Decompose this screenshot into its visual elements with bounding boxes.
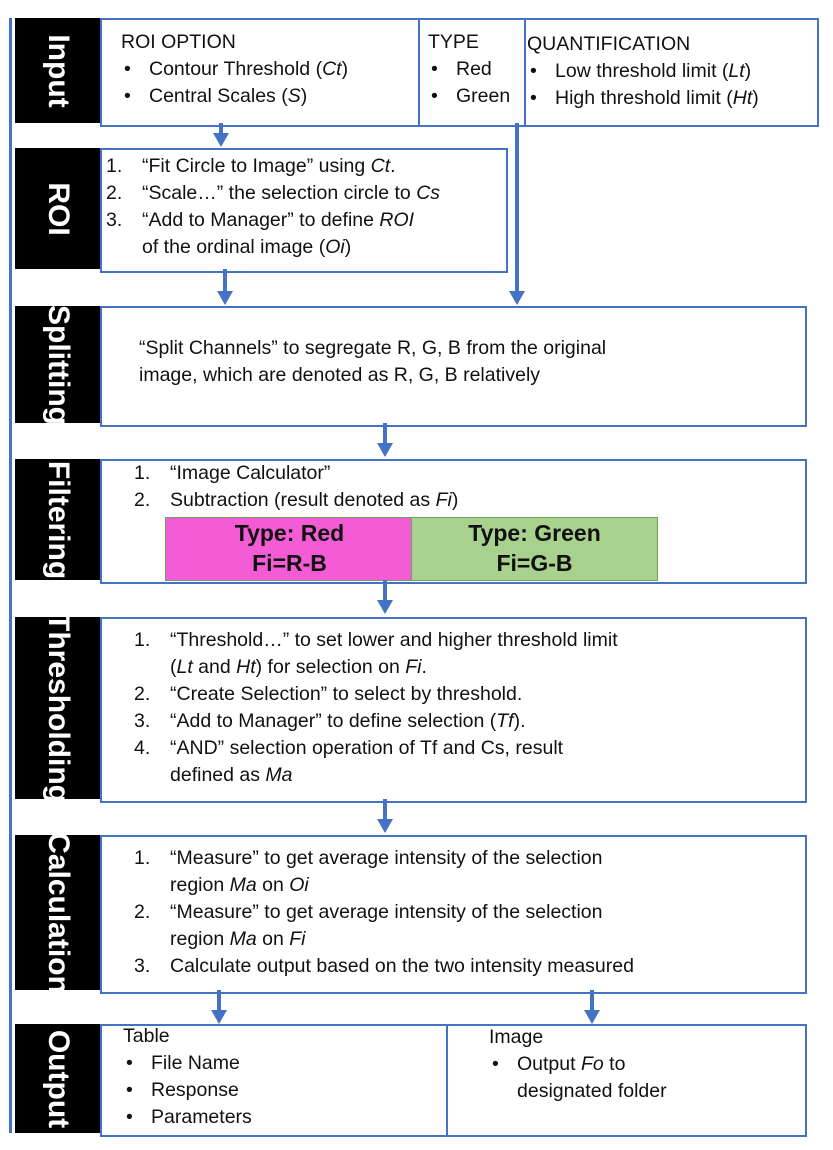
step-text-end: )	[344, 236, 352, 258]
arrow-input-roi-head	[213, 133, 229, 147]
list-item	[489, 1051, 667, 1105]
calculation-label	[15, 831, 101, 994]
filter-green-formula: Fi=G-B	[496, 550, 573, 576]
output-image-heading: Image	[489, 1026, 544, 1048]
thresholding-label-text: Thresholding	[42, 613, 75, 803]
list-item	[134, 487, 458, 514]
arrow-calculation-image-line	[590, 990, 594, 1012]
output-table-list	[123, 1050, 252, 1131]
item-text-line2: designated folder	[517, 1080, 667, 1102]
list-item	[134, 627, 618, 654]
splitting-text	[139, 335, 606, 389]
list-item-continuation	[106, 234, 440, 261]
step-text: “Scale…” the selection circle to	[142, 182, 417, 204]
arrow-splitting-filtering-head	[377, 443, 393, 457]
item-end: )	[341, 58, 349, 80]
step-number: 1.	[134, 462, 151, 484]
step-text: Subtraction (result denoted as	[170, 489, 436, 511]
step-var: Fi	[405, 656, 422, 678]
step-text: ) for selection on	[255, 656, 406, 678]
list-item	[106, 153, 440, 180]
step-var: Ct	[370, 155, 391, 177]
step-text: “Add to Manager” to define	[142, 209, 380, 231]
item-text: Contour Threshold (	[149, 58, 323, 80]
item-end: )	[744, 60, 752, 82]
step-text: region	[170, 928, 230, 950]
arrow-calculation-image-head	[584, 1010, 600, 1024]
list-item-continuation	[134, 926, 634, 953]
step-text: “Measure” to get average intensity of the selection	[170, 901, 603, 923]
item-end: )	[300, 85, 308, 107]
step-number: 4.	[134, 737, 151, 759]
arrow-thresholding-calculation-head	[377, 819, 393, 833]
list-item: • File Name	[123, 1050, 252, 1077]
step-var: Ma	[229, 874, 257, 896]
filter-red-title: Type: Red	[234, 520, 345, 546]
roi-steps	[106, 153, 440, 261]
list-item: • Green	[428, 83, 510, 110]
output-table-block	[123, 1023, 252, 1131]
type-block	[428, 29, 510, 110]
step-var: Tf	[496, 710, 514, 732]
step-var: Ht	[236, 656, 256, 678]
step-number: 3.	[134, 710, 151, 732]
arrow-splitting-filtering-line	[383, 423, 387, 445]
arrow-thresholding-calculation-line	[383, 799, 387, 821]
step-text-end: )	[451, 489, 459, 511]
arrow-roi-splitting-line	[223, 269, 227, 293]
item-text: High threshold limit (	[555, 87, 733, 109]
step-var: Cs	[416, 182, 441, 204]
quantification-heading: QUANTIFICATION	[527, 33, 691, 55]
thresholding-step-list	[134, 627, 618, 789]
step-number: 3.	[106, 209, 123, 231]
list-item	[134, 845, 634, 872]
calculation-label-text: Calculation	[42, 831, 75, 994]
step-var: Oi	[289, 874, 309, 896]
step-text: “AND” selection operation of Tf and Cs, result	[170, 737, 564, 759]
step-text-end: ).	[513, 710, 526, 732]
list-item	[121, 83, 348, 110]
arrow-filtering-thresholding-line	[383, 580, 387, 602]
list-item	[106, 180, 440, 207]
step-text: “Image Calculator”	[170, 462, 331, 484]
output-label	[15, 1024, 101, 1133]
step-number: 2.	[134, 901, 151, 923]
type-list	[428, 56, 510, 110]
item-var: S	[287, 85, 301, 107]
step-var: Ma	[265, 764, 293, 786]
output-table-heading: Table	[123, 1025, 170, 1047]
list-item	[527, 85, 759, 112]
list-item	[121, 56, 348, 83]
step-text: and	[192, 656, 237, 678]
filter-red-formula: Fi=R-B	[252, 550, 327, 576]
splitting-line-2: image, which are denoted as R, G, B relatively	[139, 364, 541, 386]
step-text: on	[256, 874, 290, 896]
roi-option-list	[121, 56, 348, 110]
item-text: Output	[517, 1053, 581, 1075]
item-var: Ht	[732, 87, 753, 109]
filtering-label-text: Filtering	[42, 460, 75, 579]
step-var: Fi	[289, 928, 306, 950]
thresholding-steps	[134, 627, 618, 789]
roi-option-heading: ROI OPTION	[121, 31, 236, 53]
splitting-label	[15, 306, 101, 423]
splitting-line-1: “Split Channels” to segregate R, G, B from the original	[139, 337, 607, 359]
arrow-type-splitting-head	[509, 291, 525, 305]
calculation-step-list	[134, 845, 634, 980]
roi-option-block	[121, 29, 348, 110]
list-item-continuation	[134, 762, 618, 789]
list-item: • Response	[123, 1077, 252, 1104]
type-heading: TYPE	[428, 31, 479, 53]
arrow-calculation-table-head	[211, 1010, 227, 1024]
step-text-end: .	[421, 656, 427, 678]
output-image-list	[489, 1051, 667, 1105]
arrow-roi-splitting-head	[217, 291, 233, 305]
list-item	[106, 207, 440, 234]
step-text: “Threshold…” to set lower and higher threshold limit	[170, 629, 618, 651]
quantification-block	[527, 31, 759, 112]
output-label-text: Output	[42, 1029, 75, 1128]
list-item: • Red	[428, 56, 510, 83]
roi-step-list	[106, 153, 440, 261]
step-text: defined as	[170, 764, 266, 786]
step-number: 2.	[106, 182, 123, 204]
step-text: “Fit Circle to Image” using	[142, 155, 371, 177]
left-spine-line	[9, 18, 12, 1133]
item-var: Lt	[728, 60, 745, 82]
item-var: Ct	[322, 58, 342, 80]
filtering-steps	[134, 460, 458, 514]
item-var: Fo	[580, 1053, 604, 1075]
filter-green-title: Type: Green	[468, 520, 601, 546]
arrow-filtering-thresholding-head	[377, 600, 393, 614]
item-end: to	[603, 1053, 626, 1075]
step-text: (	[170, 656, 177, 678]
thresholding-label	[15, 613, 101, 803]
step-var: Oi	[325, 236, 345, 258]
list-item	[134, 708, 618, 735]
list-item: • Parameters	[123, 1104, 252, 1131]
step-number: 2.	[134, 683, 151, 705]
list-item	[134, 681, 618, 708]
list-item	[134, 735, 618, 762]
step-text: “Measure” to get average intensity of the selection	[170, 847, 603, 869]
roi-label	[15, 148, 101, 269]
item-text: Low threshold limit (	[555, 60, 729, 82]
roi-label-text: ROI	[42, 181, 75, 236]
filter-table-red-cell	[165, 517, 414, 581]
step-number: 1.	[134, 847, 151, 869]
filtering-step-list	[134, 460, 458, 514]
list-item-continuation	[134, 872, 634, 899]
step-text: “Create Selection” to select by threshold.	[170, 683, 523, 705]
list-item	[134, 460, 458, 487]
quantification-list	[527, 58, 759, 112]
splitting-label-text: Splitting	[42, 304, 75, 425]
step-text: “Add to Manager” to define selection (	[170, 710, 497, 732]
arrow-type-splitting-line	[515, 123, 519, 293]
filtering-label	[15, 459, 101, 580]
filter-table-green-cell	[411, 517, 658, 581]
calculation-steps	[134, 845, 634, 980]
step-text: region	[170, 874, 230, 896]
input-label	[15, 18, 101, 123]
item-text: Central Scales (	[149, 85, 288, 107]
step-var: Fi	[435, 489, 452, 511]
step-var: Ma	[229, 928, 257, 950]
step-number: 1.	[134, 629, 151, 651]
list-item	[134, 953, 634, 980]
input-label-text: Input	[42, 33, 75, 108]
arrow-calculation-table-line	[217, 990, 221, 1012]
list-item-continuation	[134, 654, 618, 681]
step-var: Lt	[176, 656, 193, 678]
list-item	[134, 899, 634, 926]
step-text: Calculate output based on the two intensity measured	[170, 955, 634, 977]
step-text-end: .	[390, 155, 396, 177]
step-number: 3.	[134, 955, 151, 977]
step-text: of the ordinal image (	[142, 236, 326, 258]
item-end: )	[752, 87, 759, 109]
output-image-block	[489, 1024, 667, 1105]
step-number: 1.	[106, 155, 123, 177]
step-number: 2.	[134, 489, 151, 511]
step-text: on	[256, 928, 290, 950]
step-var: ROI	[379, 209, 415, 231]
list-item	[527, 58, 759, 85]
